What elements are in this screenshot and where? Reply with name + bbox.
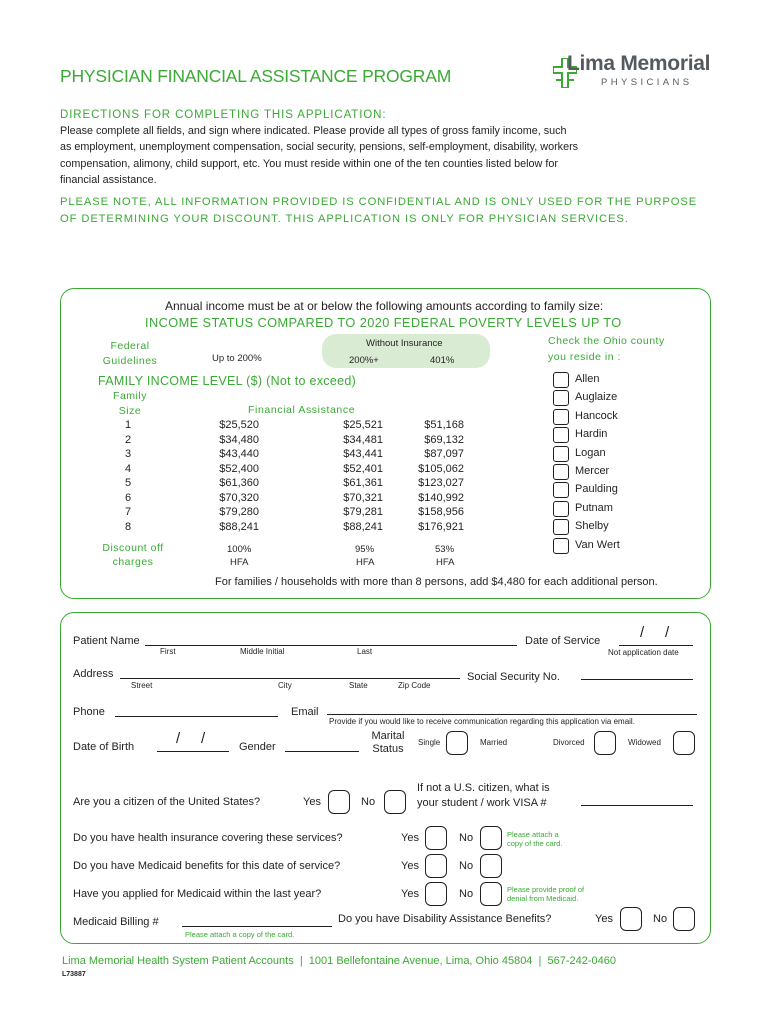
discount-hfa-2: HFA <box>356 557 375 568</box>
county-checkbox-shelby[interactable] <box>553 519 569 535</box>
insurance-attach-note: Please attach a copy of the card. <box>507 830 563 848</box>
income-cell-200-plus: $25,521 <box>343 419 383 431</box>
state-caption: State <box>349 681 368 690</box>
date-of-service-field[interactable] <box>619 645 693 646</box>
county-checkbox-auglaize[interactable] <box>553 390 569 406</box>
logo-sub-text: PHYSICIANS <box>601 77 693 88</box>
applied-no-label: No <box>459 888 474 900</box>
gender-label: Gender <box>239 741 276 753</box>
income-heading: INCOME STATUS COMPARED TO 2020 FEDERAL POVERTY LEVELS UP TO <box>145 315 622 330</box>
citizen-no-label: No <box>361 796 376 808</box>
income-cell-200: $25,520 <box>219 419 259 431</box>
divorced-checkbox[interactable] <box>594 731 616 755</box>
family-size-column <box>118 418 138 534</box>
family-size-cell: 5 <box>124 477 132 489</box>
discount-53: 53% <box>435 544 455 555</box>
logo-main-text: Lima Memorial <box>567 52 711 75</box>
divorced-label: Divorced <box>553 738 585 747</box>
single-checkbox[interactable] <box>446 731 468 755</box>
county-checkbox-mercer[interactable] <box>553 464 569 480</box>
insurance-no-checkbox[interactable] <box>480 826 502 850</box>
county-checkbox-allen[interactable] <box>553 372 569 388</box>
insurance-yes-checkbox[interactable] <box>425 826 447 850</box>
income-cell-200: $43,440 <box>219 448 259 460</box>
patient-name-label: Patient Name <box>73 635 140 647</box>
applied-yes-label: Yes <box>401 888 419 900</box>
page-title: PHYSICIAN FINANCIAL ASSISTANCE PROGRAM <box>60 66 452 86</box>
not-application-date-caption: Not application date <box>608 648 679 657</box>
citizen-yes-checkbox[interactable] <box>328 790 350 814</box>
medicaid-yes-checkbox[interactable] <box>425 854 447 878</box>
applied-medicaid-question: Have you applied for Medicaid within the last year? <box>73 888 322 900</box>
denial-proof-note: Please provide proof of denial from Medicaid. <box>507 885 585 903</box>
discount-hfa-1: HFA <box>230 557 249 568</box>
family-size-cell: 2 <box>124 433 132 446</box>
county-label: Shelby <box>575 520 609 533</box>
footer-code: L73887 <box>62 971 86 978</box>
visa-field[interactable] <box>581 805 693 806</box>
patient-name-field[interactable] <box>145 645 517 646</box>
medicaid-no-checkbox[interactable] <box>480 854 502 878</box>
citizen-question: Are you a citizen of the United States? <box>73 796 261 808</box>
income-cell-200-plus: $70,321 <box>343 491 383 504</box>
income-cell-200-plus: $61,361 <box>343 477 383 489</box>
single-label: Single <box>418 738 441 747</box>
footer-address: Lima Memorial Health System Patient Accounts | 1001 Bellefontaine Avenue, Lima, Ohio 45804 | 567-242-0460 <box>62 955 617 967</box>
dob-field[interactable] <box>157 751 229 752</box>
widowed-checkbox[interactable] <box>673 731 695 755</box>
zip-code-caption: Zip Code <box>398 681 431 690</box>
family-size-cell: 6 <box>124 491 132 504</box>
county-checkbox-hancock[interactable] <box>553 409 569 425</box>
col-401-label: 401% <box>430 355 455 366</box>
county-checkbox-logan[interactable] <box>553 446 569 462</box>
insurance-no-label: No <box>459 832 474 844</box>
col-200-label: 200%+ <box>349 355 379 366</box>
income-cell-401: $105,062 <box>418 462 464 475</box>
last-name-caption: Last <box>357 647 373 656</box>
medicaid-question: Do you have Medicaid benefits for this date of service? <box>73 860 341 872</box>
income-column-401 <box>410 418 464 534</box>
ssn-label: Social Security No. <box>467 671 560 683</box>
discount-hfa-3: HFA <box>436 557 455 568</box>
county-label: Hardin <box>575 428 608 441</box>
citizen-yes-label: Yes <box>303 796 321 808</box>
visa-question: If not a U.S. citizen, what is your student / work VISA # <box>417 782 550 809</box>
discount-95: 95% <box>355 544 375 555</box>
married-label: Married <box>480 738 508 747</box>
medicaid-no-label: No <box>459 860 474 872</box>
financial-assistance-label: Financial Assistance <box>248 404 356 416</box>
discount-label: Discount off charges <box>102 542 164 568</box>
gender-field[interactable] <box>285 751 359 752</box>
email-note: Provide if you would like to receive communication regarding this application via email. <box>329 717 635 726</box>
county-label: Logan <box>575 446 606 459</box>
family-size-cell: 7 <box>124 506 132 518</box>
address-field[interactable] <box>120 678 460 679</box>
county-checkbox-hardin[interactable] <box>553 427 569 443</box>
income-cell-200-plus: $52,401 <box>343 462 383 475</box>
date-of-service-label: Date of Service <box>525 635 601 647</box>
income-cell-401: $87,097 <box>424 448 464 460</box>
income-intro: Annual income must be at or below the following amounts according to family size: <box>165 299 604 313</box>
county-checkbox-van-wert[interactable] <box>553 538 569 554</box>
county-label: Hancock <box>575 409 618 422</box>
disability-question: Do you have Disability Assistance Benefits? <box>338 913 552 925</box>
dob-slashes: / / <box>176 730 206 747</box>
income-cell-200: $52,400 <box>219 462 259 475</box>
disability-no-checkbox[interactable] <box>673 907 695 931</box>
ssn-field[interactable] <box>581 679 693 680</box>
federal-guidelines-label: Federal Guidelines <box>102 340 158 367</box>
family-size-cell: 4 <box>124 462 132 475</box>
county-label: Auglaize <box>575 391 618 404</box>
date-of-service-slashes: / / <box>640 624 670 641</box>
without-insurance-label: Without Insurance <box>366 338 443 349</box>
income-cell-200-plus: $34,481 <box>343 433 383 446</box>
citizen-no-checkbox[interactable] <box>384 790 406 814</box>
county-label: Allen <box>575 373 600 385</box>
phone-field[interactable] <box>115 716 278 717</box>
income-cell-401: $51,168 <box>424 419 464 431</box>
disability-yes-label: Yes <box>595 913 613 925</box>
family-income-level-label: FAMILY INCOME LEVEL ($) (Not to exceed) <box>98 374 357 388</box>
first-name-caption: First <box>160 647 176 656</box>
directions-body: Please complete all fields, and sign where indicated. Please provide all types of gross family income, such as employment, unemployment compensation, social security, pensions, self-employment, disability, workers compensation, alimony, child support, etc. You must reside within one of the ten counties listed below for financial assistance. <box>60 125 579 186</box>
widowed-label: Widowed <box>628 738 661 747</box>
income-cell-401: $69,132 <box>424 433 464 446</box>
applied-yes-checkbox[interactable] <box>425 882 447 906</box>
medicaid-yes-label: Yes <box>401 860 419 872</box>
income-cell-200-plus: $43,441 <box>343 448 383 460</box>
income-column-200 <box>205 418 259 534</box>
discount-100: 100% <box>227 544 252 555</box>
email-field[interactable] <box>327 714 697 715</box>
phone-label: Phone <box>73 706 105 718</box>
income-cell-200: $79,280 <box>219 506 259 518</box>
city-caption: City <box>278 681 292 690</box>
family-size-label: Family Size <box>113 390 147 417</box>
disability-no-label: No <box>653 913 668 925</box>
applied-no-checkbox[interactable] <box>480 882 502 906</box>
family-size-cell: 8 <box>124 520 132 533</box>
disability-yes-checkbox[interactable] <box>620 907 642 931</box>
medicaid-billing-note: Please attach a copy of the card. <box>185 930 295 939</box>
directions-heading: DIRECTIONS FOR COMPLETING THIS APPLICATION: <box>60 109 387 121</box>
income-cell-200: $61,360 <box>219 477 259 489</box>
income-cell-401: $123,027 <box>418 477 464 489</box>
county-checkbox-putnam[interactable] <box>553 501 569 517</box>
medicaid-billing-label: Medicaid Billing # <box>73 916 159 928</box>
address-label: Address <box>73 668 114 680</box>
dob-label: Date of Birth <box>73 741 135 753</box>
income-cell-200: $34,480 <box>219 433 259 446</box>
income-cell-200-plus: $88,241 <box>343 520 383 533</box>
insurance-yes-label: Yes <box>401 832 419 844</box>
income-cell-200: $88,241 <box>219 520 259 533</box>
income-cell-200: $70,320 <box>219 491 259 504</box>
county-checkbox-paulding[interactable] <box>553 482 569 498</box>
family-size-cell: 3 <box>124 448 132 460</box>
income-cell-401: $158,956 <box>418 506 464 518</box>
insurance-question: Do you have health insurance covering these services? <box>73 832 343 844</box>
marital-status-label: Marital Status <box>371 730 405 755</box>
middle-initial-caption: Middle Initial <box>240 647 285 656</box>
family-size-cell: 1 <box>124 419 132 431</box>
street-caption: Street <box>131 681 153 690</box>
county-label: Van Wert <box>575 538 620 551</box>
additional-person-footnote: For families / households with more than 8 persons, add $4,480 for each additional person. <box>215 576 658 588</box>
up-to-200-label: Up to 200% <box>212 353 262 364</box>
email-label: Email <box>291 706 319 718</box>
income-cell-200-plus: $79,281 <box>343 506 383 518</box>
county-label: Mercer <box>575 465 610 477</box>
income-cell-401: $140,992 <box>418 491 464 504</box>
county-heading: Check the Ohio county you reside in : <box>548 335 665 363</box>
county-label: Paulding <box>575 483 618 496</box>
income-column-200-plus <box>325 418 383 534</box>
county-label: Putnam <box>575 501 613 514</box>
confidentiality-notice: PLEASE NOTE, ALL INFORMATION PROVIDED IS CONFIDENTIAL AND IS ONLY USED FOR THE PURPOSE OF DETERMINING YOUR DISCOUNT. THIS APPLICATION IS ONLY FOR PHYSICIAN SERVICES. <box>60 196 698 225</box>
lima-memorial-logo <box>553 52 713 92</box>
medicaid-billing-field[interactable] <box>182 926 332 927</box>
income-cell-401: $176,921 <box>418 520 464 533</box>
